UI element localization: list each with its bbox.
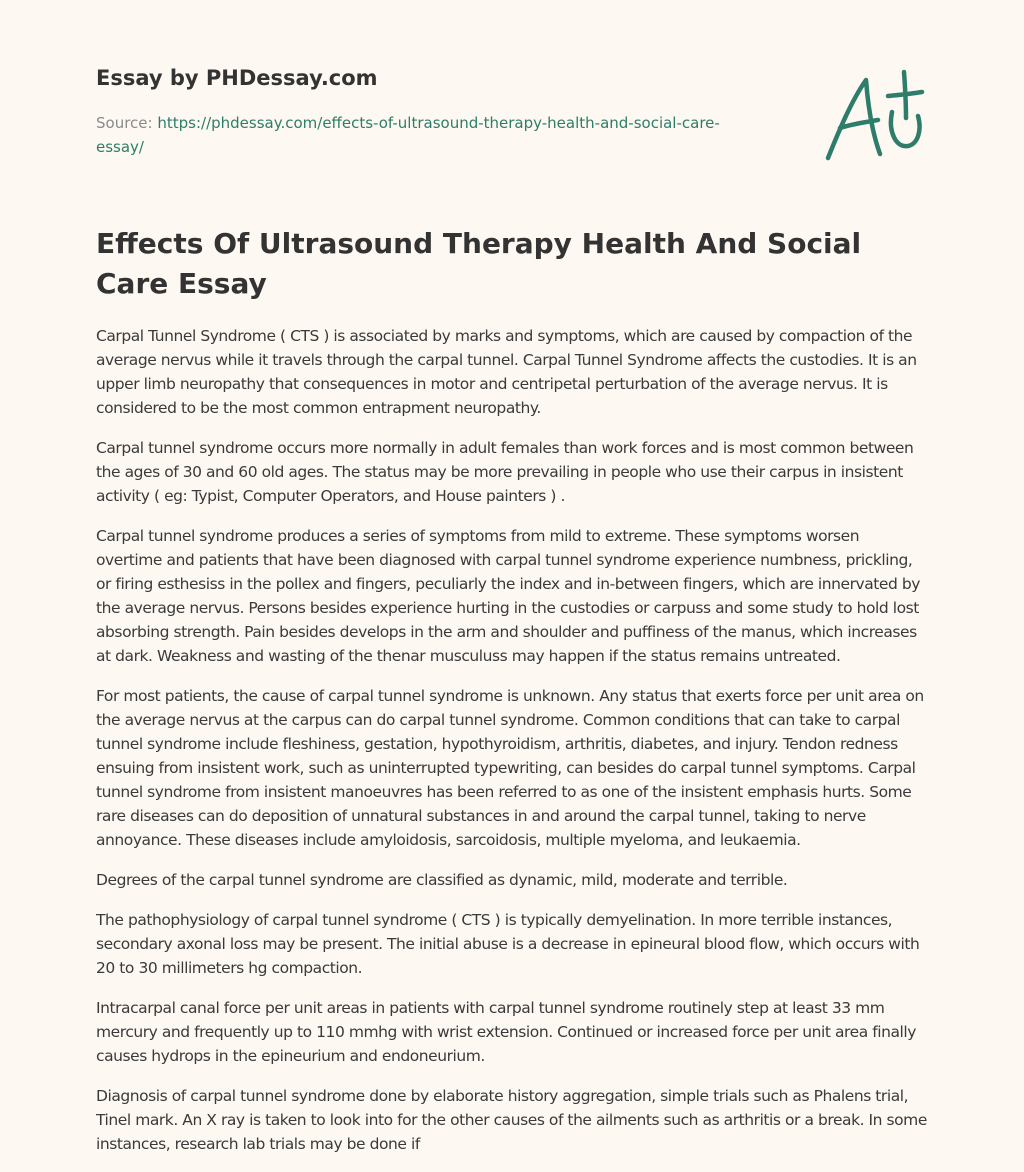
site-name: Essay by PHDessay.com <box>96 66 378 90</box>
a-plus-logo-icon <box>818 66 930 166</box>
source-line <box>96 111 736 159</box>
article-title: Effects Of Ultrasound Therapy Health And Social Care Essay <box>96 227 862 300</box>
paragraph: Carpal tunnel syndrome produces a series of symptoms from mild to extreme. These symptoms worsen overtime and patients that have been diagnosed with carpal tunnel syndrome experience numbness, prickling, or firing esthesiss in the pollex and fingers, peculiarly the index and in-between fingers, which are innervated by the average nervus. Persons besides experience hurting in the custodies or carpuss and some study to hold lost absorbing strength. Pain besides develops in the arm and shoulder and puffiness of the manus, which increases at dark. Weakness and wasting of the thenar musculuss may happen if the status remains untreated. <box>96 527 920 665</box>
source-link[interactable]: https://phdessay.com/effects-of-ultrasound-therapy-health-and-social-care-essay/ <box>96 114 720 156</box>
paragraph: Intracarpal canal force per unit areas in patients with carpal tunnel syndrome routinely step at least 33 mm mercury and frequently up to 110 mmhg with wrist extension. Continued or increased force per unit area finally causes hydrops in the epineurium and endoneurium. <box>96 999 916 1065</box>
paragraph: Carpal Tunnel Syndrome ( CTS ) is associated by marks and symptoms, which are caused by compaction of the average nervus while it travels through the carpal tunnel. Carpal Tunnel Syndrome affects the custodies. It is an upper limb neuropathy that consequences in motor and centripetal perturbation of the average nervus. It is considered to be the most common entrapment neuropathy. <box>96 327 917 417</box>
paragraph: Diagnosis of carpal tunnel syndrome done by elaborate history aggregation, simple trials such as Phalens trial, Tinel mark. An X ray is taken to look into for the other causes of the ailments such as arthritis or a break. In some instances, research lab trials may be done if <box>96 1087 927 1153</box>
paragraph: The pathophysiology of carpal tunnel syndrome ( CTS ) is typically demyelination. In more terrible instances, secondary axonal loss may be present. The initial abuse is a decrease in epineural blood flow, which occurs with 20 to 30 millimeters hg compaction. <box>96 911 920 977</box>
source-label: Source: <box>96 114 153 132</box>
paragraph: Degrees of the carpal tunnel syndrome are classified as dynamic, mild, moderate and terrible. <box>96 871 788 889</box>
paragraph: Carpal tunnel syndrome occurs more normally in adult females than work forces and is most common between the ages of 30 and 60 old ages. The status may be more prevailing in people who use their carpus in insistent activity ( eg: Typist, Computer Operators, and House painters ) . <box>96 439 914 505</box>
paragraph: For most patients, the cause of carpal tunnel syndrome is unknown. Any status that exerts force per unit area on the average nervus at the carpus can do carpal tunnel syndrome. Common conditions that can take to carpal tunnel syndrome include fleshiness, gestation, hypothyroidism, arthritis, diabetes, and injury. Tendon redness ensuing from insistent work, such as uninterrupted typewriting, can besides do carpal tunnel symptoms. Carpal tunnel syndrome from insistent manoeuvres has been referred to as one of the insistent emphasis hurts. Some rare diseases can do deposition of unnatural substances in and around the carpal tunnel, taking to nerve annoyance. These diseases include amyloidosis, sarcoidosis, multiple myeloma, and leukaemia. <box>96 687 924 849</box>
article-body <box>96 324 928 1160</box>
